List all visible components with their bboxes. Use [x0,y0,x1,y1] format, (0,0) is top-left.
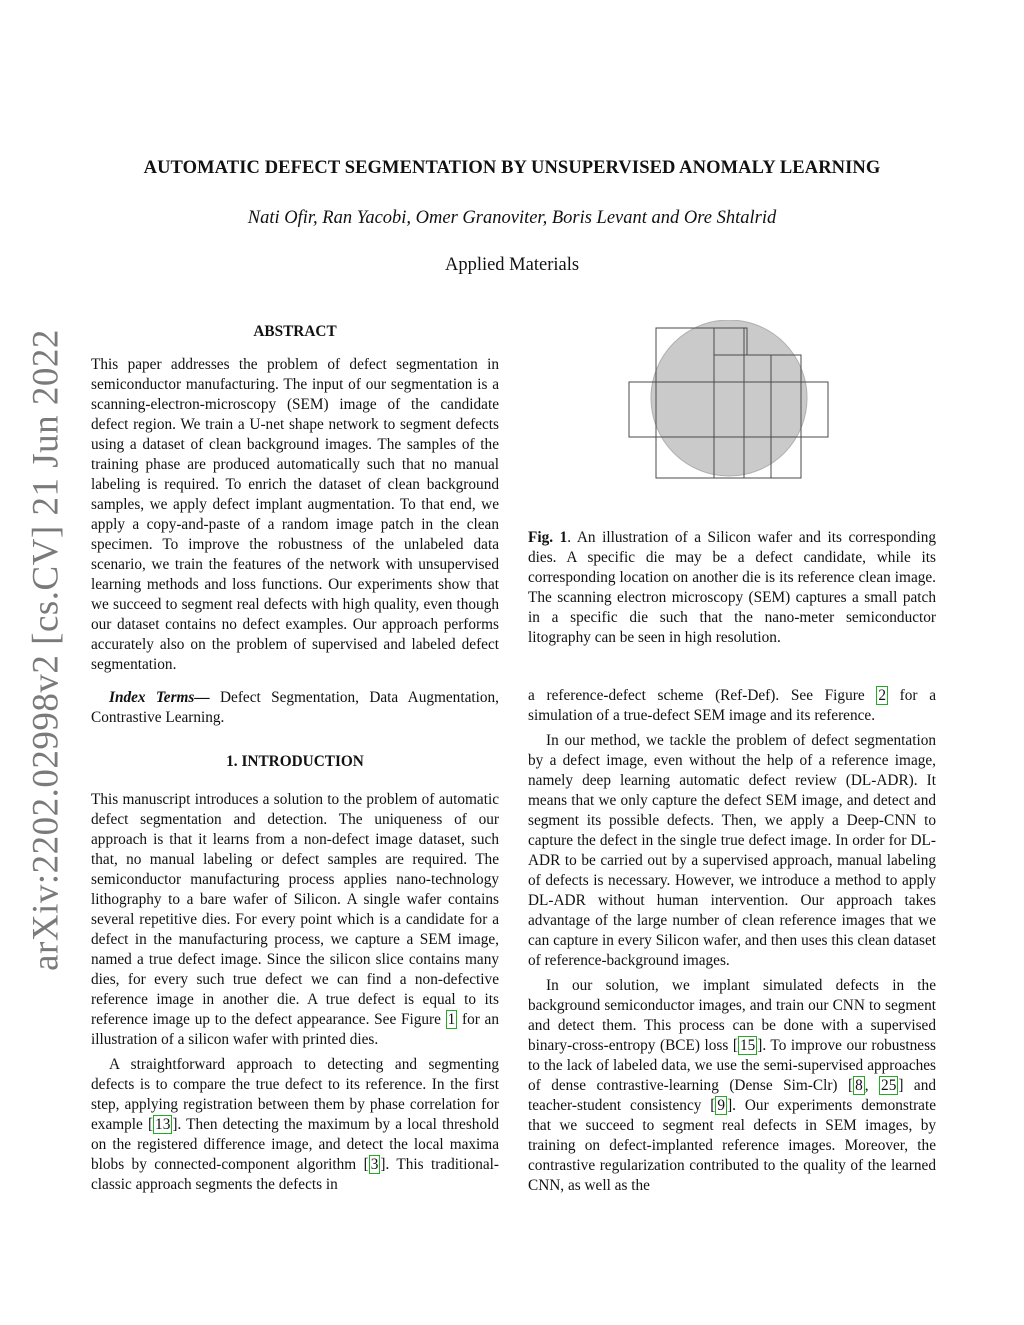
intro-paragraph-2 [91,1055,499,1195]
abstract-section [91,322,499,728]
abstract-heading: ABSTRACT [253,323,337,340]
right-paragraph-3 [528,976,936,1196]
citation-separator: , [864,1077,880,1094]
intro-p1-text-a: This manuscript introduces a solution to the problem of automatic defect segmentation and detection. The uniqueness of our approach is that it learns from a non-defect image dataset, such that, no manual labeling or defect samples are required. The semiconductor manufacturing process applies nano-technology lithography to a bare wafer of Silicon. A single wafer contains several repetitive dies. For every point which is a candidate for a defect in the manufacturing process, we capture a SEM image, named a true defect image. Since the silicon slice contains many dies, for every such true defect we can find a non-defective reference image in another die. A true defect is equal to its reference image up to the defect appearance. See Figure [91,791,499,1028]
right-paragraph-1 [528,686,936,726]
right-p1-text-a: a reference-defect scheme (Ref-Def). See Figure [528,687,877,704]
figure-label: Fig. 1 [528,529,568,546]
index-terms-text: Defect Segmentation, Data Augmentation, Contrastive Learning. [91,689,499,726]
citation-15-link[interactable]: 15 [739,1037,756,1054]
intro-paragraph-1 [91,790,499,1050]
right-p3-text-a: In our solution, we implant simulated defects in the background semiconductor images, and train our CNN to segment and detect them. This process can be done with a supervised binary-cross-entropy (BCE) loss [ [528,977,936,1054]
citation-3-link[interactable]: 3 [370,1156,379,1173]
citation-9-link[interactable]: 9 [717,1097,726,1114]
paper-title: AUTOMATIC DEFECT SEGMENTATION BY UNSUPERVISED ANOMALY LEARNING [143,158,881,178]
abstract-text: This paper addresses the problem of defect segmentation in semiconductor manufacturing. The input of our segmentation is a scanning-electron-microscopy (SEM) image of the candidate defect region. We train a U-net shape network to segment defects using a dataset of clean background images. The samples of the training phase are produced automatically such that no manual labeling is required. To enrich the dataset of clean background samples, we apply defect implant augmentation. To that end, we apply a copy-and-paste of a random image patch in the clean specimen. To improve the robustness of the unlabeled data scenario, we train the features of the network with unsupervised learning methods and loss functions. Our experiments show that we succeed to segment real defects with high quality, even though our dataset contains no defect examples. Our approach performs accurately also on the problem of supervised and labeled defect segmentation. [91,356,499,673]
affiliation: Applied Materials [444,255,580,275]
wafer-figure [626,320,832,480]
intro-p2-text-b: ]. Then detecting the maximum by a local threshold on the registered difference image, and detect the local maxima blobs by connected-component algorithm [ [91,1116,499,1173]
arxiv-identifier: arXiv:2202.02998v2 [cs.CV] 21 Jun 2022 [25,329,67,971]
figure-2-link[interactable]: 2 [878,687,886,704]
figure-caption [528,528,936,648]
right-column [528,686,936,1196]
author-list: Nati Ofir, Ran Yacobi, Omer Granoviter, Boris Levant and Ore Shtalrid [247,208,777,228]
intro-p2-text-a: A straightforward approach to detecting and segmenting defects is to compare the true defect to its reference. In the first step, applying registration between them by phase correlation for example [ [91,1056,499,1133]
intro-p1-text-b: for an illustration of a silicon wafer with printed dies. [91,1011,499,1048]
right-paragraph-2: In our method, we tackle the problem of defect segmentation by a defect image, even without the help of a reference image, namely deep learning automatic defect review (DL-ADR). It means that we only capture the defect SEM image, and detect and segment its possible defects. Then, we apply a Deep-CNN to capture the defect in the single true defect image. In order for DL-ADR to be carried out by a supervised approach, manual labeling of defects is necessary. However, we introduce a method to apply DL-ADR without human intervention. Our approach takes advantage of the large number of clean reference images that we can capture in every Silicon wafer, and then uses this clean dataset of reference-background images. [528,732,936,969]
citation-13-link[interactable]: 13 [155,1116,171,1133]
figure-caption-text [528,528,936,648]
introduction-heading: 1. INTRODUCTION [226,753,364,770]
index-terms-label: Index Terms— [109,689,210,706]
citation-8-link[interactable]: 8 [855,1077,863,1094]
right-p1-text-b: for a simulation of a true-defect SEM image and its reference. [528,687,936,724]
figure-caption-body: . An illustration of a Silicon wafer and its corresponding dies. A specific die may be a defect candidate, while its corresponding location on another die is its reference clean image. The scanning electron microscopy (SEM) captures a small patch in a specific die such that the nano-meter semiconductor litography can be seen in high resolution. [528,529,936,646]
right-p3-text-c: ] and teacher-student consistency [ [528,1077,936,1114]
figure-1-link[interactable]: 1 [447,1011,456,1028]
right-p3-text-d: ]. Our experiments demonstrate that we succeed to segment real defects in SEM images, by training on defect-implanted reference images. Moreover, the contrastive regularization contributed to the quality of the learned CNN, as well as the [528,1097,936,1194]
wafer-disc [651,320,807,476]
introduction-section [91,752,499,1195]
index-terms [91,688,499,728]
citation-25-link[interactable]: 25 [881,1077,897,1094]
right-p3-text-b: ]. To improve our robustness to the lack of labeled data, we use the semi-supervised approaches of dense contrastive-learning (Dense Sim-Clr) [ [528,1037,936,1094]
intro-p2-text-c: ]. This traditional-classic approach segments the defects in [91,1156,499,1193]
